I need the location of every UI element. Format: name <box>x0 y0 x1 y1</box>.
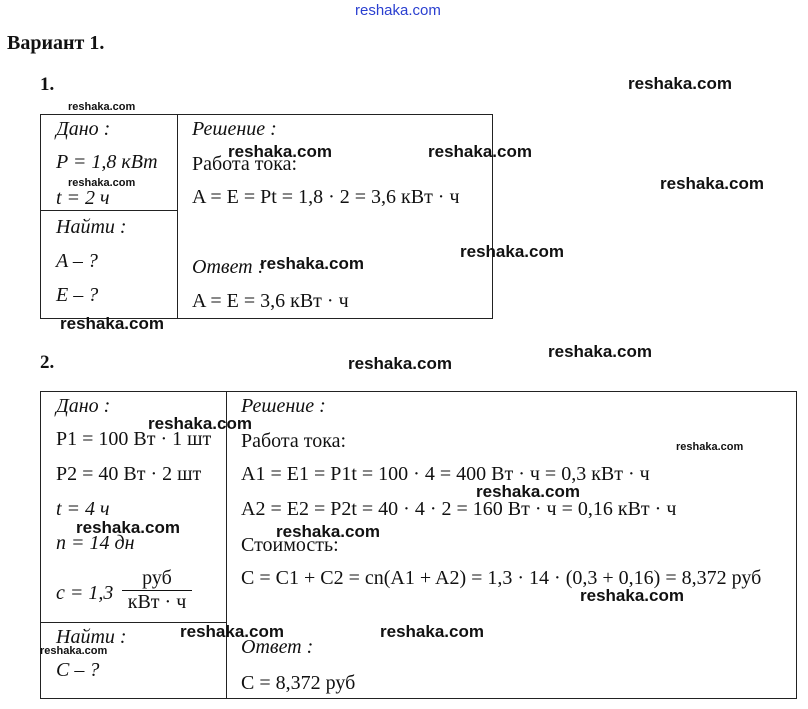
problem2-solution-line2: A1 = E1 = P1t = 100 · 4 = 400 Вт · ч = 0,3 кВт · ч <box>241 463 650 485</box>
problem1-solution-line2: A = E = Pt = 1,8 · 2 = 3,6 кВт · ч <box>192 186 460 208</box>
site-header-watermark: reshaka.com <box>355 2 441 19</box>
watermark: reshaka.com <box>660 174 764 193</box>
watermark: reshaka.com <box>148 414 252 433</box>
problem1-divider-horizontal <box>40 210 177 211</box>
problem2-solution-line4: Стоимость: <box>241 534 339 556</box>
problem1-find-label: Найти : <box>56 216 127 238</box>
problem2-given-c: c = 1,3 <box>56 582 114 604</box>
problem2-find-label: Найти : <box>56 626 127 648</box>
problem2-given-c-denominator: кВт · ч <box>127 591 187 613</box>
problem1-given-label: Дано : <box>56 118 111 140</box>
watermark: reshaka.com <box>276 522 380 541</box>
problem1-find-e: E – ? <box>56 284 99 306</box>
problem2-solution-line3: A2 = E2 = P2t = 40 · 4 · 2 = 160 Вт · ч = 0,16 кВт · ч <box>241 498 677 520</box>
problem2-given-c-numerator: руб <box>122 567 192 591</box>
watermark: reshaka.com <box>676 441 744 453</box>
problem1-given-p: P = 1,8 кВт <box>56 151 158 173</box>
watermark: reshaka.com <box>428 142 532 161</box>
watermark: reshaka.com <box>476 482 580 501</box>
watermark: reshaka.com <box>60 314 164 333</box>
problem1-given-t: t = 2 ч <box>56 187 110 209</box>
problem2-number: 2. <box>40 352 55 373</box>
problem2-answer: C = 8,372 руб <box>241 672 356 694</box>
problem2-given-p2: P2 = 40 Вт · 2 шт <box>56 463 202 485</box>
watermark: reshaka.com <box>68 177 136 189</box>
watermark: reshaka.com <box>548 342 652 361</box>
problem1-divider-vertical <box>177 114 178 319</box>
watermark: reshaka.com <box>180 622 284 641</box>
problem2-find-c: C – ? <box>56 659 100 681</box>
watermark: reshaka.com <box>460 242 564 261</box>
watermark: reshaka.com <box>348 354 452 373</box>
watermark: reshaka.com <box>228 142 332 161</box>
problem2-given-c-fraction <box>122 567 192 614</box>
problem2-divider-vertical <box>226 391 227 699</box>
watermark: reshaka.com <box>40 645 108 657</box>
problem1-answer: A = E = 3,6 кВт · ч <box>192 290 349 312</box>
problem1-number: 1. <box>40 74 55 95</box>
problem2-solution-line1: Работа тока: <box>241 430 347 452</box>
problem2-given-label: Дано : <box>56 395 111 417</box>
problem1-find-a: A – ? <box>56 250 98 272</box>
watermark: reshaka.com <box>628 74 732 93</box>
problem2-given-n: n = 14 дн <box>56 532 135 554</box>
problem2-solution-line5: C = C1 + C2 = cn(A1 + A2) = 1,3 · 14 · (0,3 + 0,16) = 8,372 руб <box>241 567 762 589</box>
watermark: reshaka.com <box>68 101 136 113</box>
watermark: reshaka.com <box>380 622 484 641</box>
problem2-answer-label: Ответ : <box>241 636 314 658</box>
watermark: reshaka.com <box>260 254 364 273</box>
problem2-solution-label: Решение : <box>241 395 326 417</box>
problem2-given-t: t = 4 ч <box>56 498 110 520</box>
variant-title: Вариант 1. <box>7 32 105 54</box>
watermark: reshaka.com <box>580 586 684 605</box>
problem2-given-p1: P1 = 100 Вт · 1 шт <box>56 428 212 450</box>
problem1-solution-line1: Работа тока: <box>192 153 298 175</box>
problem1-solution-label: Решение : <box>192 118 277 140</box>
problem1-answer-label: Ответ : <box>192 256 265 278</box>
watermark: reshaka.com <box>76 518 180 537</box>
